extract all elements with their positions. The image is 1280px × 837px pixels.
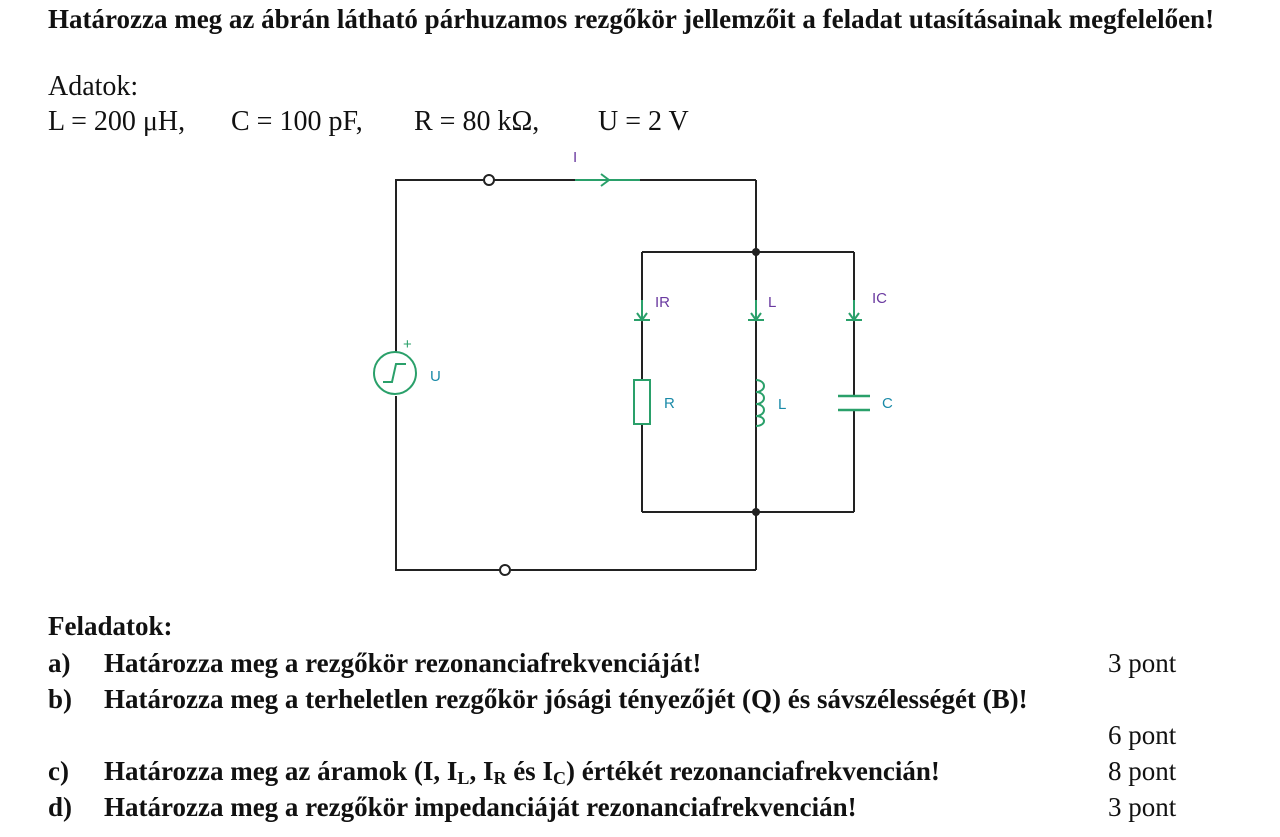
junction-bottom — [752, 508, 760, 516]
wire-source-bottom — [396, 396, 500, 570]
current-arrow-il — [748, 300, 764, 320]
resistor-symbol — [634, 380, 650, 424]
terminal-bottom — [500, 565, 510, 575]
task-letter: d) — [48, 792, 73, 822]
task-points: 3 pont — [1108, 792, 1177, 822]
current-arrow-i — [575, 174, 640, 186]
task-item-b-points-row — [0, 718, 1280, 754]
value-inductance: L = 200 μH, — [48, 106, 186, 137]
value-resistance: R = 80 kΩ, — [414, 106, 540, 137]
task-points: 3 pont — [1108, 648, 1177, 678]
task-letter: a) — [48, 648, 71, 678]
value-capacitance: C = 100 pF, — [231, 106, 363, 137]
inductor-symbol — [756, 380, 764, 426]
current-label-il: L — [768, 294, 777, 311]
voltage-source-symbol — [374, 352, 416, 394]
capacitor-symbol — [838, 396, 870, 410]
task-letter: c) — [48, 756, 69, 786]
task-points: 8 pont — [1108, 756, 1177, 786]
data-heading: Adatok: — [48, 71, 139, 102]
task-title: Határozza meg az ábrán látható párhuzamos rezgőkör jellemzőit a feladat utasításainak megfelelően! — [48, 4, 1215, 34]
terminal-top — [484, 175, 494, 185]
task-text: Határozza meg a rezgőkör impedanciáját rezonanciafrekvencián! — [104, 792, 857, 822]
wire-source-top — [396, 180, 483, 352]
task-item-d — [0, 790, 1280, 826]
task-text: Határozza meg a rezgőkör rezonanciafrekvenciáját! — [104, 648, 702, 678]
value-voltage: U = 2 V — [598, 106, 689, 137]
parallel-rlc-circuit-diagram — [0, 140, 1280, 590]
task-item-b — [0, 682, 1280, 718]
source-label-u: U — [430, 368, 441, 385]
current-arrow-ir — [634, 300, 650, 320]
tasks-heading: Feladatok: — [48, 611, 173, 641]
current-label-ic: IC — [872, 290, 887, 307]
source-plus-sign: + — [403, 336, 412, 353]
task-text: Határozza meg a terheletlen rezgőkör jósági tényezőjét (Q) és sávszélességét (B)! — [104, 684, 1028, 714]
task-item-a — [0, 646, 1280, 682]
component-label-c: C — [882, 395, 893, 412]
current-label-ir: IR — [655, 294, 670, 311]
current-arrow-ic — [846, 300, 862, 320]
current-label-i: I — [573, 149, 578, 166]
component-label-l: L — [778, 396, 787, 413]
task-letter: b) — [48, 684, 73, 714]
task-points: 6 pont — [1108, 720, 1177, 750]
task-text: Határozza meg az áramok (I, $I_L$, $I_R$ és $I_C$) értékét rezonanciafrekvencián! — [104, 756, 940, 788]
junction-top — [752, 248, 760, 256]
component-label-r: R — [664, 395, 675, 412]
task-item-c — [0, 754, 1280, 790]
